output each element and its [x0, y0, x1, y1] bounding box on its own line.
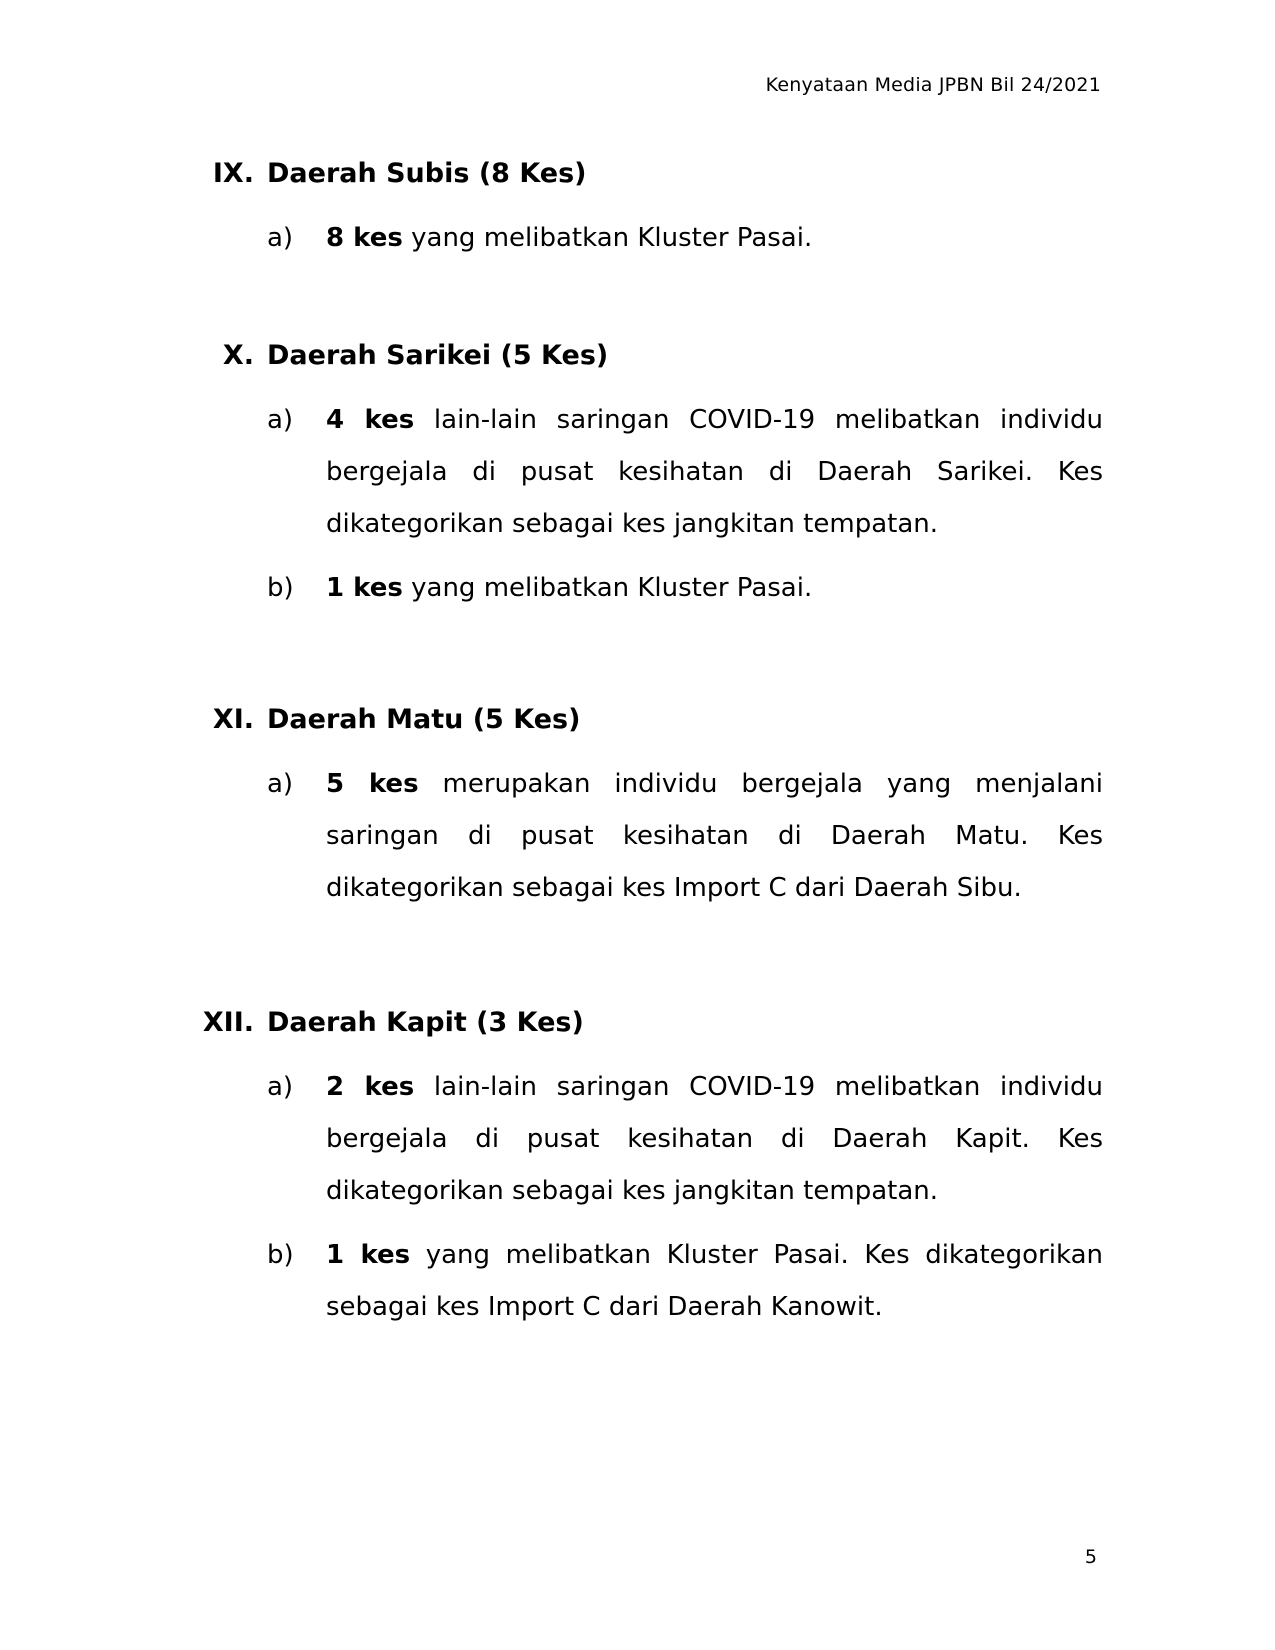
- section-title: Daerah Kapit (3 Kes): [267, 1007, 584, 1038]
- section-heading: [0, 336, 1275, 376]
- section-title: Daerah Matu (5 Kes): [267, 704, 581, 735]
- item-text: [326, 394, 1103, 550]
- section-subis: [0, 154, 1275, 264]
- item-text: [326, 758, 1103, 914]
- item-description: lain-lain saringan COVID-19 melibatkan individu bergejala di pusat kesihatan di Daerah Kapit. Kes dikategorikan sebagai kes jangkitan tempatan.: [326, 1072, 1103, 1206]
- section-numeral: XI.: [212, 704, 254, 735]
- list-item: [0, 394, 1275, 550]
- case-count: 5 kes: [326, 769, 419, 799]
- section-title: Daerah Subis (8 Kes): [267, 158, 587, 189]
- item-label: a): [267, 405, 294, 435]
- item-description: merupakan individu bergejala yang menjalani saringan di pusat kesihatan di Daerah Matu. Kes dikategorikan sebagai kes Import C dari Daerah Sibu.: [326, 769, 1103, 903]
- case-count: 1 kes: [326, 573, 403, 603]
- section-matu: [0, 700, 1275, 914]
- item-text: [326, 212, 1103, 264]
- section-heading: [0, 700, 1275, 740]
- list-item: [0, 1229, 1275, 1333]
- item-label: a): [267, 1072, 294, 1102]
- case-count: 1 kes: [326, 1240, 411, 1270]
- case-count: 8 kes: [326, 223, 403, 253]
- item-text: [326, 1229, 1103, 1333]
- item-label: b): [267, 573, 294, 603]
- section-sarikei: [0, 336, 1275, 614]
- section-numeral: XII.: [202, 1007, 254, 1038]
- case-count: 2 kes: [326, 1072, 415, 1102]
- section-kapit: [0, 1003, 1275, 1333]
- item-text: [326, 1061, 1103, 1217]
- case-count: 4 kes: [326, 405, 415, 435]
- list-item: [0, 562, 1275, 614]
- list-item: [0, 212, 1275, 264]
- item-description: yang melibatkan Kluster Pasai.: [402, 223, 813, 253]
- list-item: [0, 1061, 1275, 1217]
- page-number: 5: [1084, 1546, 1097, 1568]
- section-numeral: X.: [222, 340, 254, 371]
- item-label: a): [267, 223, 294, 253]
- section-heading: [0, 1003, 1275, 1043]
- section-title: Daerah Sarikei (5 Kes): [267, 340, 609, 371]
- section-numeral: IX.: [212, 158, 254, 189]
- item-description: yang melibatkan Kluster Pasai.: [402, 573, 813, 603]
- item-description: yang melibatkan Kluster Pasai. Kes dikategorikan sebagai kes Import C dari Daerah Kanowit.: [326, 1240, 1103, 1322]
- item-label: a): [267, 769, 294, 799]
- item-label: b): [267, 1240, 294, 1270]
- page-header: Kenyataan Media JPBN Bil 24/2021: [765, 74, 1101, 96]
- list-item: [0, 758, 1275, 914]
- item-description: lain-lain saringan COVID-19 melibatkan individu bergejala di pusat kesihatan di Daerah Sarikei. Kes dikategorikan sebagai kes jangkitan tempatan.: [326, 405, 1103, 539]
- section-heading: [0, 154, 1275, 194]
- item-text: [326, 562, 1103, 614]
